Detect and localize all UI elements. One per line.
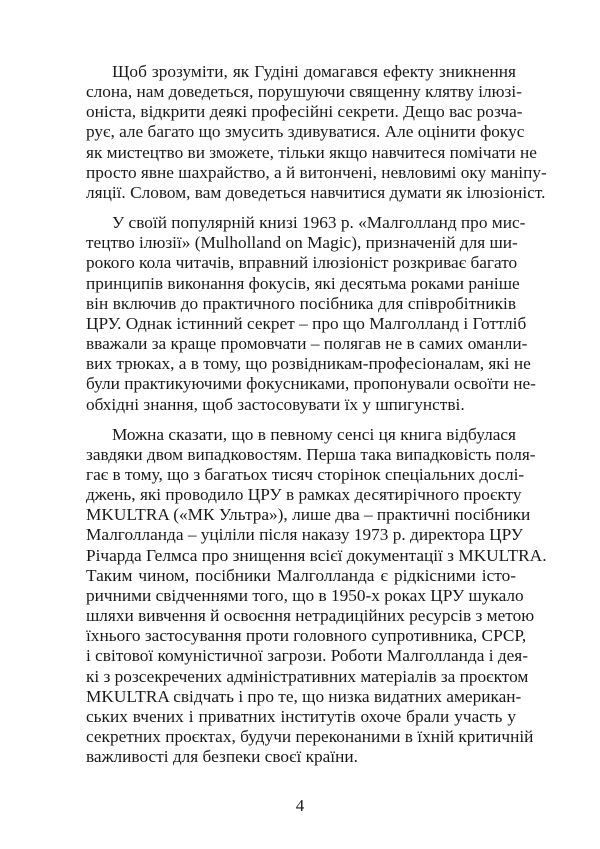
text-line: Таким чином, посібники Малголланда є рідкісними істо- <box>86 565 516 585</box>
text-line: він включив до практичного посібника для співробітників <box>86 293 516 313</box>
text-line: секретних проєктах, будучи переконаними в їхній критичній <box>86 727 534 746</box>
text-line: і світової комуністичної загрози. Роботи Малголланда і дея- <box>86 646 528 666</box>
text-line: Можна сказати, що в певному сенсі ця книга відбулася <box>112 424 516 444</box>
text-line: ЦРУ. Однак істинний секрет – про що Малголланд і Готтліб <box>86 313 527 333</box>
text-line: тецтво ілюзії» (Mulholland on Magic), призначеній для ши- <box>86 233 518 253</box>
paragraph <box>86 213 536 415</box>
text-line: ричними свідченнями того, що в 1950-х роках ЦРУ шукало <box>86 585 524 605</box>
text-line: вих трюках, а в тому, що розвідникам-професіоналам, які не <box>86 354 531 374</box>
text-line: У своїй популярній книзі 1963 р. «Малголланд про мис- <box>112 213 526 233</box>
text-line: обхідні знання, щоб застосовувати їх у шпигунстві. <box>86 394 465 414</box>
text-line: кі з розсекречених адміністративних матеріалів за проєктом <box>86 666 529 686</box>
text-line: MKULTRA («МК Ультра»), лише два – практичні посібники <box>86 505 531 525</box>
text-line: просто явне шахрайство, а й витончені, невловимі оку маніпу- <box>86 162 547 182</box>
page-number: 4 <box>295 796 305 815</box>
text-line: рує, але багато що змусить здивуватися. Але оцінити фокус <box>86 122 525 142</box>
text-line: як мистецтво ви зможете, тільки якщо навчитеся помічати не <box>86 142 537 162</box>
text-line: MKULTRA свідчать і про те, що низка видатних американ- <box>86 686 522 706</box>
text-line: рокого кола читачів, вправний ілюзіоніст розкриває багато <box>86 253 518 273</box>
text-line: важливості для безпеки своєї країни. <box>86 747 358 767</box>
text-line: їхнього застосування проти головного супротивника, СРСР, <box>86 626 527 646</box>
text-line: Малголланда – уціліли після наказу 1973 р. директора ЦРУ <box>86 525 524 545</box>
text-line: принципів виконання фокусів, які десятьма роками раніше <box>86 273 520 293</box>
paragraph <box>86 62 547 203</box>
text-line: джень, які проводило ЦРУ в рамках десятирічного проєкту <box>86 485 522 505</box>
text-line: оніста, відкрити деякі професійні секрети. Дещо вас розча- <box>86 102 523 122</box>
text-line: слона, нам доведеться, порушуючи священну клятву ілюзі- <box>86 82 522 102</box>
text-line: Щоб зрозуміти, як Гудіні домагався ефекту зникнення <box>112 62 516 81</box>
text-line: Річарда Гелмса про знищення всієї документації з MKULTRA. <box>86 545 547 565</box>
text-line: були практикуючими фокусниками, пропонували освоїти не- <box>86 374 536 394</box>
text-line: ських вчених і приватних інститутів охоче брали участь у <box>86 706 516 726</box>
text-line: гає в тому, що з багатьох тисяч сторінок спеціальних дослі- <box>86 464 525 484</box>
text-line: ляції. Словом, вам доведеться навчитися думати як ілюзіоніст. <box>86 182 546 202</box>
text-line: шляхи вивчення й освоєння нетрадиційних ресурсів з метою <box>86 606 535 626</box>
body-text <box>86 62 547 777</box>
paragraph <box>86 424 547 768</box>
text-line: завдяки двом випадковостям. Перша така випадковість поля- <box>86 444 536 464</box>
text-line: вважали за краще промовчати – полягав не в самих оманли- <box>86 334 528 354</box>
